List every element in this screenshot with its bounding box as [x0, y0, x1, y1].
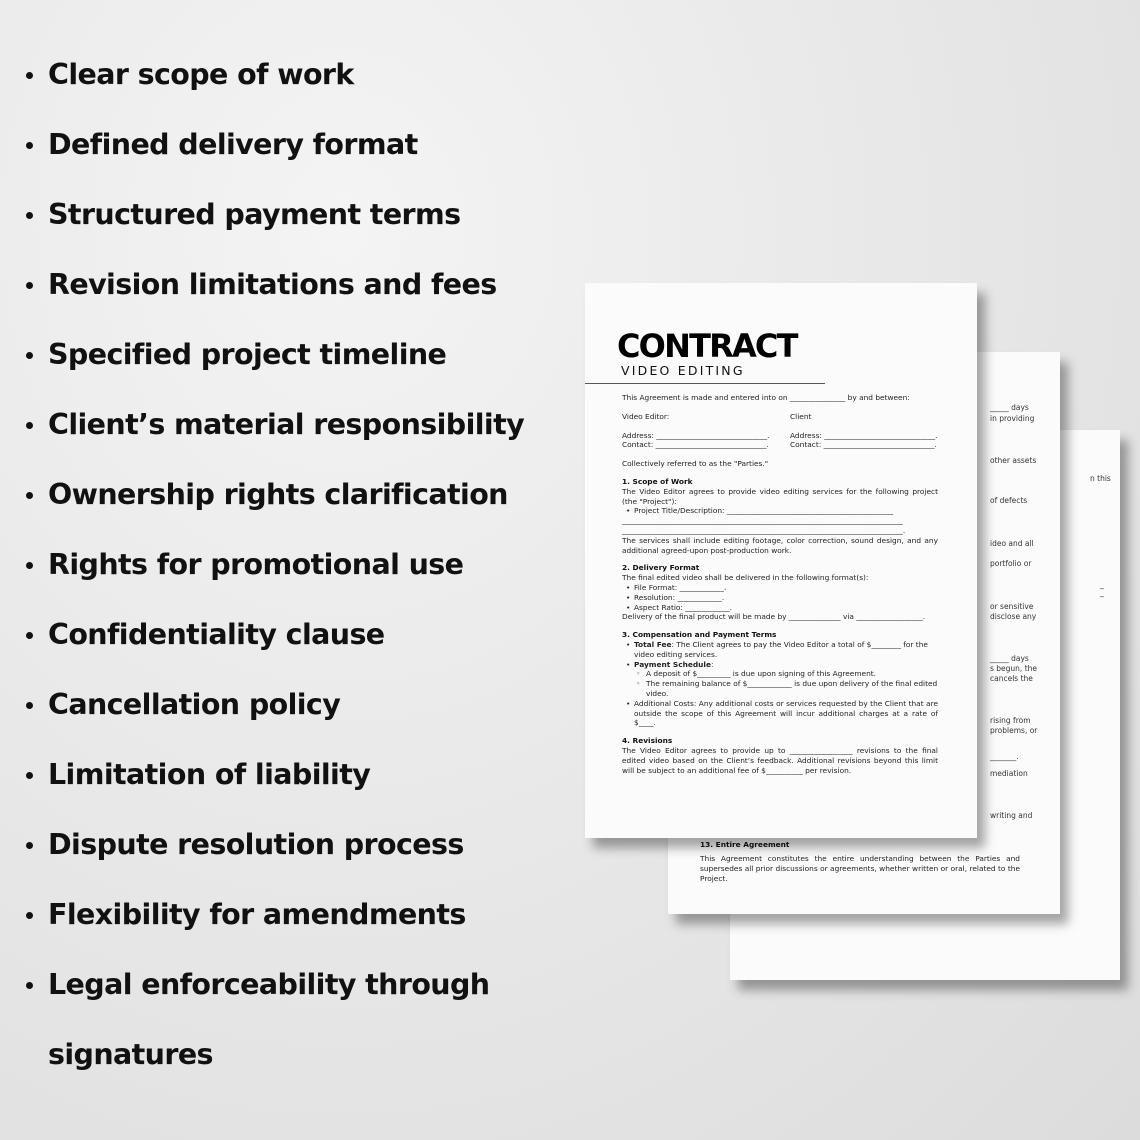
bullet-icon	[26, 772, 33, 779]
payment-sub-bullet: ◦ The remaining balance of $____________ is due upon delivery of the final edited video.	[622, 679, 938, 699]
feature-item	[26, 950, 546, 1020]
page-text-fragment: _______.	[990, 752, 1019, 761]
feature-item	[26, 390, 546, 460]
page-text-fragment: mediation	[990, 769, 1028, 778]
section-heading: 13. Entire Agreement	[700, 840, 790, 849]
payment-list-additional	[622, 699, 938, 728]
editor-contact-line: Contact: ______________________________.	[622, 440, 769, 450]
page-text-fragment: writing and	[990, 811, 1033, 820]
blank-line: ____________________________________________________________________________.	[622, 525, 906, 535]
feature-text: Rights for promotional use	[48, 548, 464, 581]
contact-row	[622, 440, 938, 450]
collectively-text: Collectively referred to as the "Parties."	[622, 459, 769, 469]
page-text-fragment: rising from	[990, 716, 1031, 725]
page-text-fragment: _	[1100, 588, 1104, 597]
editor-address-line: Address: ______________________________.	[622, 430, 770, 440]
delivery-bullet: • Aspect Ratio: ____________.	[622, 603, 938, 613]
page-text-fragment: _	[1100, 580, 1104, 589]
delivery-bullet: • File Format: ____________.	[622, 583, 938, 593]
page-text-fragment: s begun, the	[990, 664, 1038, 673]
page-text-fragment: cancels the	[990, 674, 1033, 683]
delivery-list	[622, 583, 938, 612]
bullet-icon	[26, 422, 33, 429]
spacer	[622, 422, 938, 431]
client-address-line: Address: ______________________________.	[790, 430, 938, 440]
section-entire-agreement	[700, 840, 1020, 884]
bullet-icon	[26, 842, 33, 849]
feature-text: Limitation of liability	[48, 758, 371, 791]
video-editor-label: Video Editor:	[622, 411, 670, 421]
section-heading-scope: 1. Scope of Work	[622, 476, 693, 486]
total-fee-label: Total Fee	[634, 639, 672, 649]
feature-text: Ownership rights clarification	[48, 478, 508, 511]
feature-item	[26, 810, 546, 880]
feature-text: Dispute resolution process	[48, 828, 464, 861]
total-fee-text: : The Client agrees to pay the Video Editor a total of $________ for the video editing services.	[634, 639, 928, 659]
spacer	[622, 403, 938, 412]
delivery-bullet: • Resolution: ____________.	[622, 593, 938, 603]
page-text-fragment: _____ days	[990, 403, 1029, 412]
spacer	[622, 450, 938, 459]
feature-item	[26, 320, 546, 390]
feature-item	[26, 460, 546, 530]
feature-item	[26, 740, 546, 810]
feature-text: Specified project timeline	[48, 338, 447, 371]
feature-text: Structured payment terms	[48, 198, 461, 231]
bullet-icon	[26, 562, 33, 569]
bullet-icon	[26, 912, 33, 919]
services-text: The services shall include editing footage, color correction, sound design, and any additional agreed-upon post-production work.	[622, 535, 938, 555]
scope-list	[622, 506, 938, 516]
section-heading-revisions: 4. Revisions	[622, 736, 673, 746]
feature-item	[26, 530, 546, 600]
bullet-icon	[26, 492, 33, 499]
parties-labels	[622, 412, 938, 422]
feature-text: Revision limitations and fees	[48, 268, 497, 301]
section-heading-delivery: 2. Delivery Format	[622, 563, 700, 573]
scope-bullet: • Project Title/Description: _____________________________________________	[622, 506, 938, 516]
feature-text: Client’s material responsibility	[48, 408, 525, 441]
payment-bullet-schedule	[622, 660, 938, 670]
feature-text: Legal enforceability through	[48, 968, 490, 1001]
feature-text: Cancellation policy	[48, 688, 341, 721]
delivery-method-text: Delivery of the final product will be made by ______________ via __________________.	[622, 612, 926, 622]
page-text-fragment: _____ days	[990, 654, 1029, 663]
feature-item	[26, 40, 546, 110]
bullet-icon	[26, 72, 33, 79]
bullet-icon	[26, 212, 33, 219]
page-text-fragment: n this	[1090, 474, 1111, 483]
page-text-fragment: of defects	[990, 496, 1028, 505]
page-text-fragment: in providing	[990, 414, 1035, 423]
contract-title: CONTRACT	[617, 327, 797, 365]
feature-text: Defined delivery format	[48, 128, 418, 161]
payment-sublist	[622, 669, 938, 698]
section-text: This Agreement constitutes the entire understanding between the Parties and supersedes all prior discussions or agreements, whether written or oral, related to the Project.	[700, 854, 1020, 883]
feature-text: Flexibility for amendments	[48, 898, 466, 931]
payment-sub-bullet: ◦ A deposit of $_________ is due upon signing of this Agreement.	[622, 669, 938, 679]
additional-costs-bullet: • Additional Costs: Any additional costs or services requested by the Client that are outside the scope of this Agreement will incur additional charges at a rate of $____.	[622, 699, 938, 728]
feature-item	[26, 670, 546, 740]
feature-item-continuation	[26, 1020, 546, 1090]
bullet-icon	[26, 982, 33, 989]
intro-text: This Agreement is made and entered into on _______________ by and between:	[622, 393, 910, 402]
bullet-icon	[26, 632, 33, 639]
blank-line: ____________________________________________________________________________	[622, 516, 903, 526]
page-text-fragment: problems, or	[990, 726, 1038, 735]
client-contact-line: Contact: ______________________________.	[790, 440, 937, 450]
scope-text: The Video Editor agrees to provide video editing services for the following project (the "Project"):	[622, 486, 938, 506]
page-text-fragment: portfolio or	[990, 559, 1032, 568]
bullet-icon	[26, 282, 33, 289]
page-text-fragment: disclose any	[990, 612, 1037, 621]
bullet-icon	[26, 352, 33, 359]
payment-schedule-colon: :	[710, 659, 714, 669]
title-divider	[585, 383, 825, 384]
feature-text: Clear scope of work	[48, 58, 354, 91]
address-row	[622, 431, 938, 441]
feature-item	[26, 880, 546, 950]
client-label: Client	[790, 411, 812, 421]
payment-list	[622, 640, 938, 669]
feature-text: Confidentiality clause	[48, 618, 385, 651]
contract-subtitle: VIDEO EDITING	[621, 363, 745, 378]
feature-item	[26, 110, 546, 180]
feature-item	[26, 600, 546, 670]
feature-item	[26, 180, 546, 250]
feature-list	[26, 40, 546, 1090]
section-heading-payment: 3. Compensation and Payment Terms	[622, 630, 777, 640]
bullet-icon	[26, 142, 33, 149]
payment-schedule-label: Payment Schedule	[634, 659, 711, 669]
page-text-fragment: or sensitive	[990, 602, 1034, 611]
feature-text: signatures	[48, 1038, 213, 1071]
contract-body	[622, 393, 938, 775]
page-text-fragment: other assets	[990, 456, 1037, 465]
revisions-text: The Video Editor agrees to provide up to _________________ revisions to the final edited video based on the Client’s feedback. Additional revisions beyond this limit will be subject to an additional fee of $__________ per revision.	[622, 745, 938, 775]
delivery-text: The final edited video shall be delivered in the following format(s):	[622, 573, 869, 583]
page-text-fragment: ideo and all	[990, 539, 1034, 548]
bullet-icon	[26, 702, 33, 709]
contract-page-front	[585, 283, 977, 838]
feature-item	[26, 250, 546, 320]
payment-bullet-total	[622, 640, 938, 660]
